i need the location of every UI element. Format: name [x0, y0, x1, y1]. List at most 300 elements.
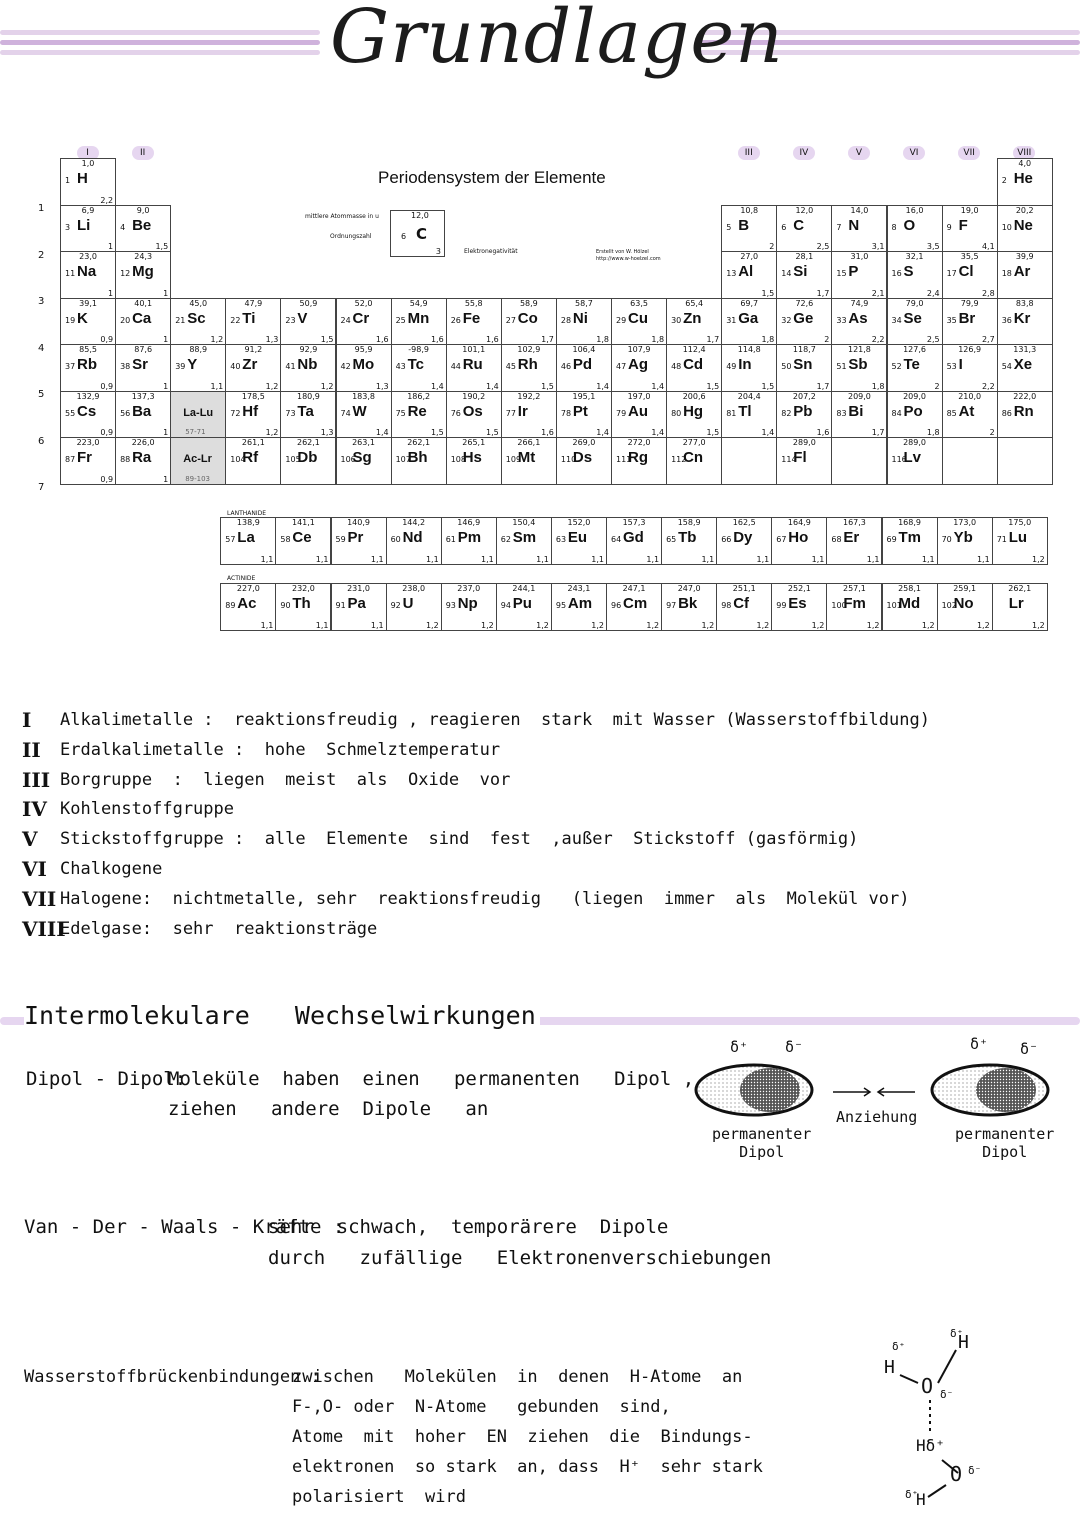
element-symbol: Po [903, 402, 923, 420]
element-mass: 190,2 [462, 391, 486, 401]
element-symbol: S [903, 263, 914, 280]
element-en: 1,3 [265, 335, 279, 344]
element-symbol: Fr [77, 449, 92, 466]
periodic-table [0, 140, 1080, 640]
element-mass: 121,8 [847, 345, 871, 354]
element-number: 108 [450, 455, 466, 464]
element-number: 41 [285, 362, 296, 371]
header-stripe-left-2 [0, 40, 320, 45]
element-number: 92 [390, 601, 401, 610]
element-mass: 238,0 [402, 584, 426, 593]
element-mass: 266,1 [517, 438, 541, 447]
group-note-text: Edelgase: sehr reaktionsträge [60, 918, 378, 939]
element-mass: 231,0 [347, 584, 370, 593]
element-symbol: Ag [628, 356, 648, 373]
element-mass: 131,3 [1013, 345, 1037, 354]
element-mass: 83,8 [1015, 298, 1034, 308]
element-symbol: Hs [462, 449, 482, 466]
element-mass: 237,0 [457, 584, 481, 593]
element-en: 1,4 [430, 381, 444, 391]
element-cell-db [280, 437, 336, 485]
dipole-right [932, 1065, 1048, 1115]
element-mass: 180,9 [296, 391, 320, 401]
element-symbol: Fm [843, 595, 866, 612]
element-en: 1,2 [811, 620, 825, 630]
element-number: 38 [120, 362, 131, 371]
element-number: 39 [175, 362, 186, 371]
element-en: 1,5 [706, 381, 720, 391]
element-number: 17 [946, 269, 957, 278]
element-number: 95 [555, 601, 567, 610]
element-en: 2,1 [871, 288, 885, 298]
element-mass: 140,9 [347, 518, 370, 527]
element-mass: 146,9 [457, 518, 481, 527]
element-cell-no [937, 583, 993, 631]
element-cell-sc [170, 298, 226, 346]
element-mass: 127,6 [903, 345, 926, 354]
group-note-text: Stickstoffgruppe : alle Elemente sind fest ,außer Stickstoff (gasförmig) [60, 829, 859, 850]
element-number: 83 [836, 408, 847, 418]
element-cell-pa [331, 583, 387, 631]
element-number: 35 [946, 315, 957, 325]
element-number: 42 [340, 362, 351, 371]
element-mass: 24,3 [134, 252, 153, 261]
element-cell-s [887, 251, 943, 299]
element-symbol: Lr [1008, 595, 1024, 612]
element-cell-ca [115, 298, 171, 346]
element-symbol: K [77, 309, 88, 327]
element-en: 1,7 [816, 288, 830, 298]
element-symbol: Lv [903, 449, 922, 466]
element-cell-xe [997, 344, 1053, 392]
element-mass: -98,9 [408, 345, 429, 354]
element-number: 59 [335, 535, 346, 544]
element-symbol: Ti [242, 309, 256, 327]
element-cell-au [611, 391, 667, 439]
element-cell-he [997, 158, 1053, 206]
element-en: 1,1 [866, 554, 880, 564]
hbond-h1: H [884, 1357, 895, 1378]
group-label-ii: II [132, 146, 154, 160]
element-number: 60 [390, 535, 401, 544]
element-number: 105 [285, 455, 301, 464]
element-cell-kr [997, 298, 1053, 346]
element-mass: 85,5 [79, 345, 97, 354]
element-symbol: Cd [683, 356, 704, 373]
element-en: 1,8 [926, 428, 940, 437]
element-cell-b [721, 205, 777, 253]
element-number: 87 [65, 455, 76, 464]
element-mass: 195,1 [572, 391, 596, 401]
element-cell-pt [556, 391, 612, 439]
element-number: 21 [175, 315, 186, 325]
element-number: 2 [1001, 176, 1007, 185]
element-mass: 192,2 [517, 391, 541, 401]
element-cell-fe [446, 298, 502, 346]
hb-line: elektronen so stark an, dass H⁺ sehr stark [292, 1457, 763, 1477]
element-mass: 251,1 [732, 584, 756, 593]
element-cell-te [887, 344, 943, 392]
element-symbol: Mo [352, 356, 375, 373]
element-cell-ag [611, 344, 667, 392]
empty-cell [942, 437, 998, 485]
element-number: 36 [1001, 315, 1012, 325]
element-number: 71 [996, 535, 1007, 544]
element-cell-ac [220, 583, 276, 631]
element-en: 1,6 [541, 428, 554, 437]
element-mass: 162,5 [732, 518, 756, 527]
element-number: 101 [886, 601, 902, 610]
element-number: 15 [836, 269, 847, 278]
element-symbol: Gd [623, 529, 644, 546]
element-en: 1,2 [320, 381, 334, 391]
element-mass: 261,1 [241, 438, 265, 447]
element-cell-mg [115, 251, 171, 299]
element-en: 1,5 [430, 428, 444, 437]
element-cell-la [220, 517, 276, 565]
element-number: 40 [230, 362, 241, 371]
element-en: 1,1 [756, 554, 770, 564]
element-cell-sm [496, 517, 552, 565]
element-number: 32 [781, 315, 792, 325]
element-mass: 137,3 [131, 391, 155, 401]
group-note-numeral: VII [22, 886, 57, 911]
element-symbol: Cu [628, 309, 648, 327]
placeholder-range: 89-103 [185, 474, 210, 483]
element-number: 22 [230, 315, 241, 325]
element-number: 4 [120, 222, 126, 232]
element-symbol: Os [462, 402, 483, 420]
element-mass: 262,1 [407, 438, 431, 447]
element-mass: 263,1 [352, 438, 375, 447]
element-number: 16 [891, 269, 902, 278]
element-number: 63 [555, 535, 567, 544]
element-mass: 265,1 [462, 438, 486, 447]
element-en: 1,8 [871, 381, 885, 391]
element-symbol: Bh [407, 449, 428, 466]
legend-example-symbol: C [416, 225, 428, 243]
element-symbol: Fl [793, 449, 807, 466]
element-en: 1 [108, 242, 114, 251]
element-en: 1,4 [375, 428, 389, 437]
element-number: 84 [891, 408, 902, 418]
element-en: 1,3 [375, 381, 389, 391]
element-cell-lv [887, 437, 943, 485]
element-cell-v [280, 298, 336, 346]
element-en: 4,1 [981, 242, 995, 251]
element-symbol: Y [187, 356, 198, 373]
element-en: 1,1 [591, 554, 604, 564]
element-number: 67 [776, 535, 787, 544]
element-mass: 79,0 [905, 298, 924, 308]
element-en: 1,1 [425, 554, 439, 564]
element-en: 1,6 [375, 335, 389, 344]
element-symbol: Sr [132, 356, 148, 373]
element-number: 26 [450, 315, 461, 325]
element-number: 46 [560, 362, 572, 371]
element-cell-re [391, 391, 447, 439]
element-mass: 65,4 [685, 298, 704, 308]
element-number: 99 [776, 601, 787, 610]
element-number: 89 [225, 601, 236, 610]
vdw-term: Van - Der - Waals - Kräfte : [24, 1216, 345, 1238]
element-mass: 39,9 [1015, 252, 1034, 261]
element-mass: 74,9 [850, 298, 869, 308]
element-number: 20 [120, 315, 131, 325]
element-cell-np [441, 583, 497, 631]
element-cell-ce [275, 517, 331, 565]
element-cell-zn [666, 298, 722, 346]
hbond-diagram [870, 1325, 990, 1515]
element-mass: 101,1 [462, 345, 486, 354]
element-symbol: Tb [678, 529, 697, 546]
empty-cell [721, 437, 777, 485]
element-cell-cl [942, 251, 998, 299]
element-symbol: Pr [347, 529, 364, 546]
element-cell-zr [225, 344, 281, 392]
element-cell-ta [280, 391, 336, 439]
element-mass: 252,1 [787, 584, 811, 593]
element-mass: 144,2 [402, 518, 426, 527]
element-mass: 106,4 [572, 345, 596, 354]
element-en: 2 [989, 428, 995, 437]
element-symbol: V [297, 309, 308, 327]
element-number: 18 [1001, 269, 1012, 278]
group-note-numeral: II [22, 737, 41, 762]
element-en: 1,2 [425, 620, 439, 630]
element-cell-eu [551, 517, 607, 565]
element-mass: 14,0 [850, 205, 869, 215]
element-cell-cf [716, 583, 772, 631]
element-symbol: Ra [132, 449, 152, 466]
element-number: 55 [65, 408, 76, 418]
element-number: 78 [560, 408, 572, 418]
element-en: 2,5 [926, 335, 940, 344]
element-en: 1 [163, 381, 169, 391]
element-number: 109 [505, 455, 522, 464]
element-en: 1,5 [761, 381, 775, 391]
period-label: 2 [38, 249, 45, 261]
element-cell-ga [721, 298, 777, 346]
element-en: 1,6 [430, 335, 444, 344]
element-mass: 12,0 [795, 205, 814, 215]
element-symbol: Ba [132, 402, 152, 420]
placeholder-symbol: Ac-Lr [183, 453, 212, 465]
element-number: 114 [781, 455, 797, 464]
element-symbol: Rn [1013, 402, 1034, 420]
element-number: 54 [1001, 362, 1012, 371]
element-symbol: Sc [187, 309, 206, 327]
element-cell-mt [501, 437, 557, 485]
element-number: 88 [120, 455, 131, 464]
element-cell-lr [992, 583, 1048, 631]
element-en: 1,1 [921, 554, 935, 564]
element-number: 5 [726, 222, 732, 232]
element-symbol: Bi [848, 402, 864, 420]
element-symbol: Er [843, 529, 860, 546]
dipole-left-delta-plus: δ⁺ [730, 1038, 749, 1056]
element-number: 19 [65, 315, 76, 325]
element-mass: 247,0 [677, 584, 701, 593]
element-number: 82 [781, 408, 792, 418]
element-symbol: Ar [1013, 263, 1031, 280]
element-cell-i [942, 344, 998, 392]
element-en: 1,5 [320, 335, 334, 344]
element-mass: 289,0 [903, 438, 926, 447]
element-cell-pu [496, 583, 552, 631]
element-symbol: Db [297, 449, 318, 466]
element-mass: 114,8 [737, 345, 761, 354]
element-cell-n [831, 205, 887, 253]
group-note-numeral: VIII [22, 916, 66, 941]
element-symbol: Ni [572, 309, 588, 327]
element-cell-rn [997, 391, 1053, 439]
legend-mass-label: mittlere Atommasse in u [305, 213, 379, 220]
element-number: 30 [671, 315, 682, 325]
element-number: 112 [671, 455, 687, 464]
element-symbol: Tc [407, 356, 424, 373]
element-number: 91 [335, 601, 346, 610]
element-en: 1,5 [486, 428, 499, 437]
element-symbol: Nd [402, 529, 423, 546]
element-cell-hg [666, 391, 722, 439]
element-symbol: In [738, 356, 752, 373]
element-en: 1,1 [976, 554, 990, 564]
element-en: 1,5 [761, 288, 775, 298]
element-cell-ba [115, 391, 171, 439]
element-symbol: Pb [793, 402, 813, 420]
element-number: 37 [65, 362, 76, 371]
element-en: 1,2 [1032, 620, 1045, 630]
element-symbol: Sn [793, 356, 813, 373]
group-label-iii: III [738, 146, 760, 160]
element-en: 1,7 [541, 335, 554, 344]
element-symbol: U [402, 595, 414, 612]
element-en: 2,2 [981, 381, 995, 391]
element-cell-k [60, 298, 116, 346]
element-number: 11 [65, 269, 76, 278]
element-en: 1,6 [816, 428, 830, 437]
element-symbol: Sg [352, 449, 372, 466]
element-mass: 158,9 [677, 518, 701, 527]
element-symbol: Lu [1008, 529, 1028, 546]
element-number: 28 [560, 315, 572, 325]
element-number: 10 [1001, 222, 1012, 232]
element-mass: 69,7 [740, 298, 759, 308]
group-note-text: Halogene: nichtmetalle, sehr reaktionsfreudig (liegen immer als Molekül vor) [60, 888, 910, 909]
element-number: 96 [611, 601, 622, 610]
element-symbol: Tm [898, 529, 921, 546]
period-label: 4 [38, 342, 45, 354]
element-number: 31 [726, 315, 737, 325]
element-symbol: I [958, 356, 963, 373]
element-symbol: Ga [738, 309, 759, 327]
element-number: 86 [1001, 408, 1012, 418]
element-symbol: Cr [352, 309, 370, 327]
element-symbol: Nb [297, 356, 318, 373]
element-mass: 244,1 [512, 584, 536, 593]
element-en: 1,2 [536, 620, 549, 630]
hb-line: Atome mit hoher EN ziehen die Bindungs- [292, 1427, 753, 1447]
group-label-viii: VIII [1013, 146, 1035, 160]
element-symbol: C [793, 216, 805, 234]
hbond-h2-dplus: δ⁺ [950, 1327, 964, 1340]
element-cell-na [60, 251, 116, 299]
element-cell-o [887, 205, 943, 253]
element-mass: 112,4 [682, 345, 706, 354]
period-label: 7 [38, 482, 45, 493]
element-number: 75 [395, 408, 406, 418]
element-mass: 28,1 [795, 252, 814, 261]
hb-term: Wasserstoffbrückenbindungen : [24, 1367, 321, 1387]
element-mass: 1,0 [81, 159, 95, 168]
element-cell-po [887, 391, 943, 439]
element-en: 1,7 [706, 335, 720, 344]
element-en: 1,8 [761, 335, 775, 344]
element-number: 111 [616, 455, 632, 464]
element-cell-rf [225, 437, 281, 485]
group-note-numeral: III [22, 767, 51, 792]
dipol-line-1: Moleküle haben einen permanenten Dipol , [168, 1068, 695, 1090]
element-symbol: Ge [793, 309, 814, 327]
hbond-o1-dminus: δ⁻ [940, 1388, 954, 1401]
element-number: 104 [230, 455, 246, 464]
element-mass: 258,1 [898, 584, 921, 593]
element-mass: 152,0 [567, 518, 591, 527]
element-number: 107 [395, 455, 411, 464]
element-symbol: Al [738, 263, 754, 280]
legend-example-mass: 12,0 [411, 211, 429, 220]
element-mass: 58,7 [575, 298, 593, 308]
element-cell-rb [60, 344, 116, 392]
element-number: 98 [721, 601, 732, 610]
header-stripe-left-3 [0, 50, 320, 55]
element-number: 52 [891, 362, 902, 371]
element-symbol: Ca [132, 309, 152, 327]
element-en: 1,2 [591, 620, 604, 630]
element-cell-at [942, 391, 998, 439]
element-cell-sb [831, 344, 887, 392]
element-symbol: Ho [788, 529, 809, 546]
legend-example-cell [390, 210, 445, 257]
element-cell-ti [225, 298, 281, 346]
element-mass: 257,1 [842, 584, 866, 593]
element-mass: 167,3 [842, 518, 866, 527]
element-number: 116 [891, 455, 907, 464]
element-symbol: Mg [132, 263, 154, 280]
hbond-h1-dplus: δ⁺ [892, 1340, 906, 1353]
legend-en-label: Elektronegativität [464, 248, 518, 255]
element-symbol: Pu [512, 595, 532, 612]
element-en: 1 [163, 428, 169, 437]
element-cell-f [942, 205, 998, 253]
legend-example-en: 3 [435, 247, 441, 256]
element-en: 1,8 [651, 335, 665, 344]
element-mass: 72,6 [795, 298, 814, 308]
element-symbol: Cf [733, 595, 750, 612]
element-mass: 9,0 [136, 205, 150, 215]
element-number: 49 [726, 362, 737, 371]
empty-cell [997, 437, 1053, 485]
element-number: 66 [721, 535, 732, 544]
element-number: 12 [120, 269, 131, 278]
element-cell-hf [225, 391, 281, 439]
element-symbol: Ac [237, 595, 257, 612]
element-number: 81 [726, 408, 737, 418]
element-mass: 55,8 [464, 298, 483, 308]
element-mass: 141,1 [291, 518, 315, 527]
element-cell-in [721, 344, 777, 392]
